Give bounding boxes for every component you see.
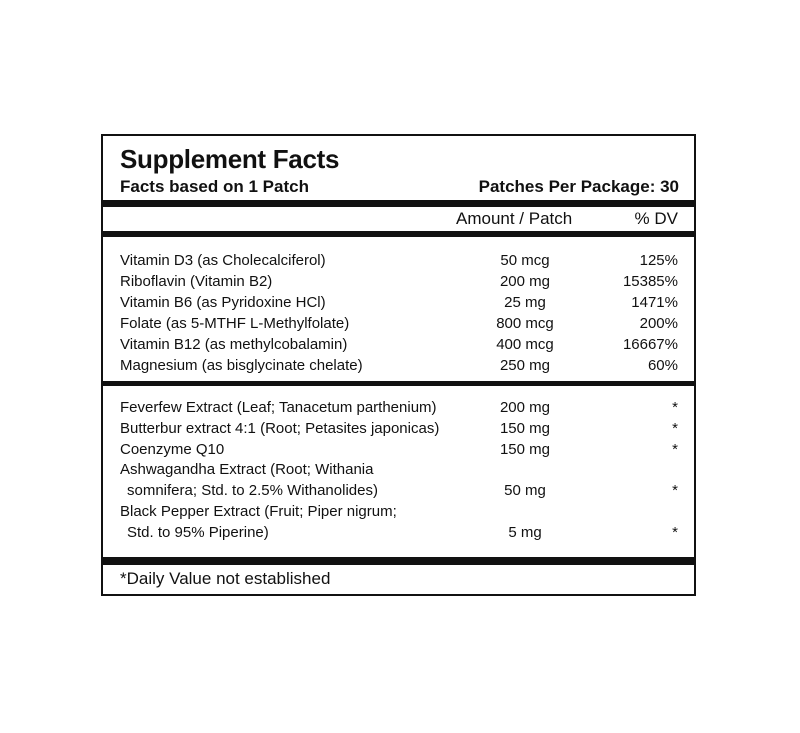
nutrient-amount: 200 mg xyxy=(499,273,551,290)
ingredient-dv: * xyxy=(672,482,678,499)
ingredient-name: Feverfew Extract (Leaf; Tanacetum parthenium) xyxy=(120,399,437,416)
nutrient-dv: 125% xyxy=(639,252,678,269)
nutrient-dv: 60% xyxy=(647,357,678,374)
nutrient-name: Magnesium (as bisglycinate chelate) xyxy=(120,357,363,374)
nutrient-row xyxy=(103,357,694,377)
nutrient-name: Vitamin B12 (as methylcobalamin) xyxy=(120,336,348,353)
ingredient-row xyxy=(103,399,694,419)
nutrient-row xyxy=(103,273,694,293)
ingredient-amount: 200 mg xyxy=(499,399,551,416)
ingredient-name: Coenzyme Q10 xyxy=(120,441,225,458)
nutrient-row xyxy=(103,315,694,335)
ingredient-dv: * xyxy=(672,524,678,541)
ingredient-row-line2 xyxy=(103,524,694,544)
nutrient-dv: 200% xyxy=(639,315,678,332)
ingredient-row-line1 xyxy=(103,503,694,523)
column-header-amount: Amount / Patch xyxy=(456,209,573,228)
ingredient-amount: 5 mg xyxy=(508,524,542,541)
serving-size: Facts based on 1 Patch xyxy=(120,177,309,196)
nutrient-dv: 15385% xyxy=(622,273,678,290)
ingredient-name: Butterbur extract 4:1 (Root; Petasites japonicas) xyxy=(120,420,440,437)
ingredient-row xyxy=(103,420,694,440)
divider-medium xyxy=(103,381,694,386)
ingredient-name-continued: somnifera; Std. to 2.5% Withanolides) xyxy=(127,482,378,499)
ingredient-amount: 50 mg xyxy=(504,482,546,499)
ingredient-name: Ashwagandha Extract (Root; Withania xyxy=(120,461,374,478)
nutrient-amount: 250 mg xyxy=(499,357,551,374)
nutrient-row xyxy=(103,294,694,314)
ingredient-row xyxy=(103,441,694,461)
divider-thick xyxy=(103,557,694,565)
nutrient-amount: 800 mcg xyxy=(496,315,554,332)
ingredient-dv: * xyxy=(672,420,678,437)
nutrient-row xyxy=(103,252,694,272)
divider-thick xyxy=(103,231,694,237)
ingredient-dv: * xyxy=(672,441,678,458)
nutrient-dv: 1471% xyxy=(631,294,678,311)
column-header-dv: % DV xyxy=(634,209,678,228)
nutrient-row xyxy=(103,336,694,356)
ingredient-row-line1 xyxy=(103,461,694,481)
ingredient-row-line2 xyxy=(103,482,694,502)
nutrient-amount: 400 mcg xyxy=(496,336,554,353)
ingredient-dv: * xyxy=(672,399,678,416)
nutrient-name: Vitamin B6 (as Pyridoxine HCl) xyxy=(120,294,326,311)
ingredient-name: Black Pepper Extract (Fruit; Piper nigrum; xyxy=(120,503,397,520)
footnote: *Daily Value not established xyxy=(120,569,331,588)
servings-per-package: Patches Per Package: 30 xyxy=(478,177,679,196)
nutrient-amount: 25 mg xyxy=(504,294,546,311)
panel-title: Supplement Facts xyxy=(120,144,340,174)
nutrient-name: Folate (as 5-MTHF L-Methylfolate) xyxy=(120,315,350,332)
nutrient-amount: 50 mcg xyxy=(500,252,550,269)
ingredient-amount: 150 mg xyxy=(499,420,551,437)
ingredient-amount: 150 mg xyxy=(499,441,551,458)
nutrient-name: Riboflavin (Vitamin B2) xyxy=(120,273,273,290)
supplement-facts-panel xyxy=(101,134,696,596)
nutrient-name: Vitamin D3 (as Cholecalciferol) xyxy=(120,252,326,269)
divider-thick xyxy=(103,200,694,207)
ingredient-name-continued: Std. to 95% Piperine) xyxy=(127,524,269,541)
nutrient-dv: 16667% xyxy=(622,336,678,353)
